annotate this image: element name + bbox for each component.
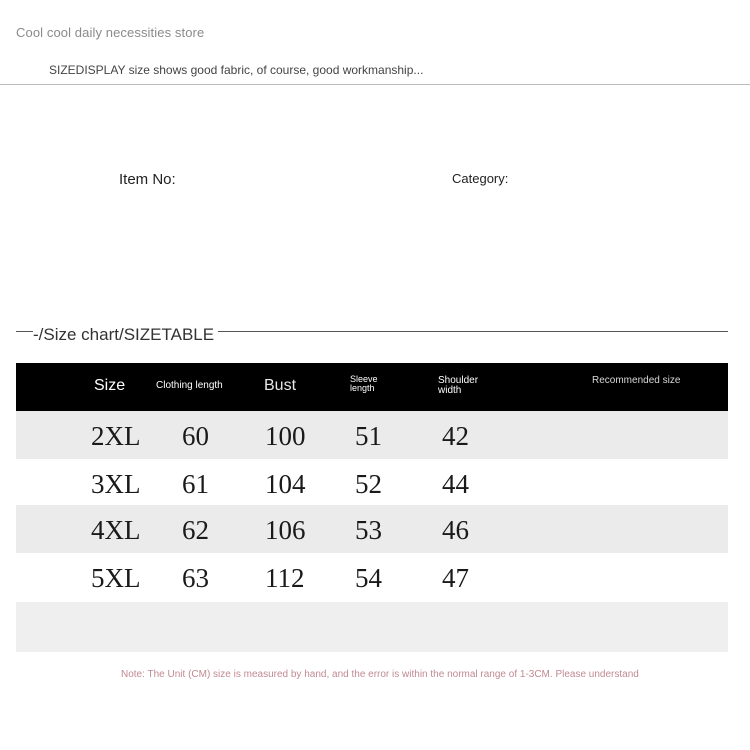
table-header <box>16 363 728 411</box>
top-divider <box>0 84 750 85</box>
table-row <box>16 459 728 505</box>
header-clothing-length: Clothing length <box>156 380 223 391</box>
size-chart-table <box>16 363 728 652</box>
measurement-note: Note: The Unit (CM) size is measured by hand, and the error is within the normal range of 1-3CM. Please understand <box>121 669 639 680</box>
cell-clothing-length: 61 <box>182 469 209 499</box>
cell-sleeve-length: 51 <box>355 421 382 451</box>
cell-size: 2XL <box>91 421 141 451</box>
header-shoulder-width: Shoulder width <box>438 375 479 396</box>
header-size: Size <box>94 377 126 394</box>
cell-clothing-length: 63 <box>182 563 209 593</box>
table-row <box>16 505 728 553</box>
cell-clothing-length: 60 <box>182 421 209 451</box>
cell-size: 5XL <box>91 563 141 593</box>
cell-bust: 100 <box>265 421 306 451</box>
cell-sleeve-length: 52 <box>355 469 382 499</box>
cell-size: 4XL <box>91 515 141 545</box>
cell-bust: 104 <box>265 469 306 499</box>
empty-table-row <box>16 602 728 652</box>
cell-sleeve-length: 54 <box>355 563 382 593</box>
tagline: SIZEDISPLAY size shows good fabric, of course, good workmanship... <box>49 63 424 77</box>
header-sleeve-length: Sleeve length <box>350 374 378 393</box>
item-no-label: Item No: <box>119 171 176 188</box>
cell-shoulder-width: 47 <box>442 563 469 593</box>
table-row <box>16 411 728 459</box>
cell-sleeve-length: 53 <box>355 515 382 545</box>
cell-shoulder-width: 46 <box>442 515 469 545</box>
cell-shoulder-width: 44 <box>442 469 469 499</box>
header-bust: Bust <box>264 377 297 394</box>
store-name: Cool cool daily necessities store <box>16 25 205 40</box>
cell-shoulder-width: 42 <box>442 421 469 451</box>
header-recommended-size: Recommended size <box>592 375 681 386</box>
table-row <box>16 553 728 599</box>
cell-bust: 106 <box>265 515 306 545</box>
category-label: Category: <box>452 171 509 186</box>
cell-bust: 112 <box>265 563 305 593</box>
cell-size: 3XL <box>91 469 141 499</box>
section-title: -/Size chart/SIZETABLE <box>33 325 218 345</box>
cell-clothing-length: 62 <box>182 515 209 545</box>
